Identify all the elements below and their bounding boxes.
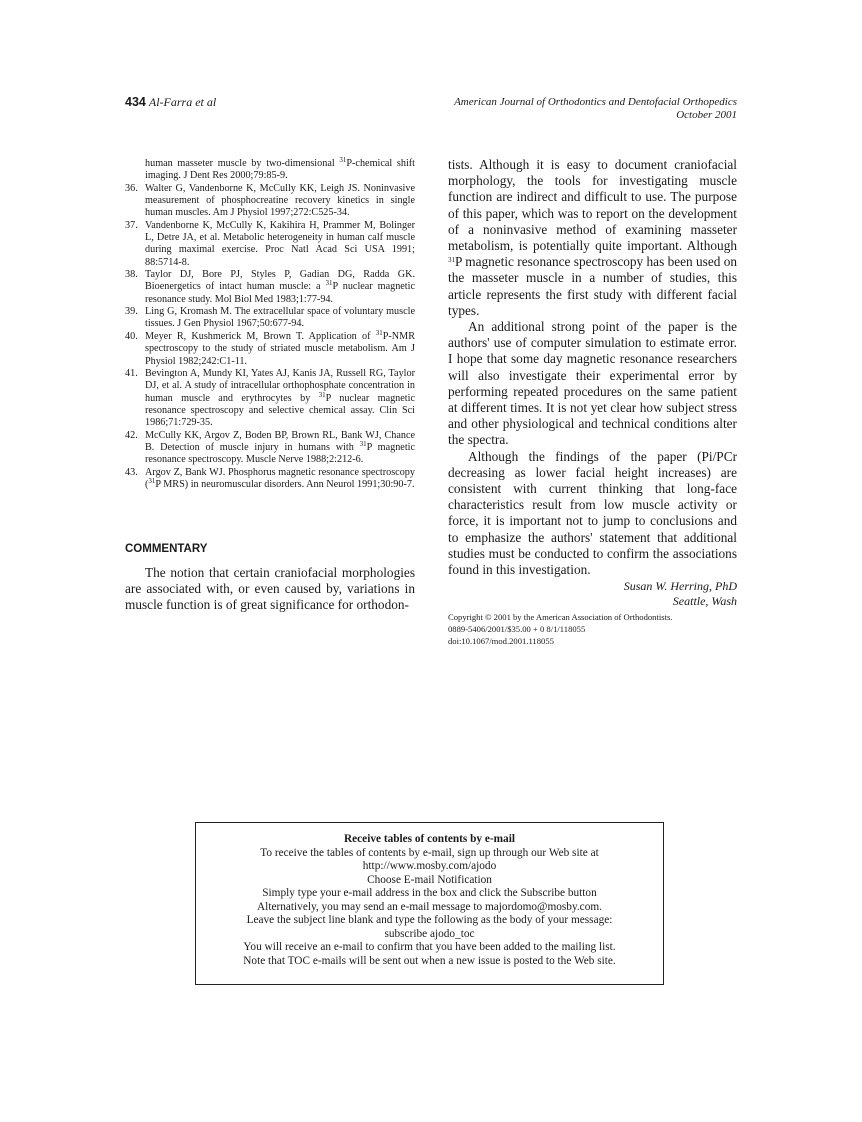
doi: doi:10.1067/mod.2001.118055 (448, 636, 554, 647)
text: P-NMR spectroscopy to the study of striated muscle metabolism. Am J Physiol 1982;242:C1-11. (145, 330, 415, 367)
text: Ling G, Kromash M. The extracellular space of voluntary muscle tissues. J Gen Physiol 1967;50:677-94. (145, 306, 415, 330)
text: P MRS) in neuromuscular disorders. Ann Neurol 1991;30:90-7. (155, 478, 415, 490)
author-location: Seattle, Wash (672, 594, 737, 609)
running-header-right (454, 96, 737, 122)
text: P magnetic resonance spectroscopy. Muscle Nerve 1988;2:212-6. (145, 441, 415, 466)
reference-text (145, 467, 415, 492)
section-heading: COMMENTARY (125, 543, 208, 555)
reference-number: 39. (125, 306, 138, 318)
reference-item (125, 430, 415, 467)
superscript: 31 (325, 279, 333, 288)
reference-text (145, 158, 415, 183)
notice-line: You will receive an e-mail to confirm that you have been added to the mailing list. (243, 941, 616, 953)
notice-line: http://www.mosby.com/ajodo (362, 860, 497, 872)
reference-item (125, 220, 415, 269)
page-number: 434 (125, 95, 146, 109)
reference-number: 40. (125, 330, 138, 342)
commentary-paragraph: An additional strong point of the paper is the authors' use of computer simulation to estimate error. I hope that some day magnetic resonance researchers will also investigate their experimental error by performing repeated procedures on the same patient at different times. It is not yet clear how subject stress and other physiological and technical conditions alter the spectra. (448, 319, 737, 448)
reference-item (125, 183, 415, 220)
superscript: 31 (359, 439, 367, 448)
reference-number: 38. (125, 269, 138, 281)
text: Vandenborne K, McCully K, Kakihira H, Prammer M, Bolinger L, Detre JA, et al. Metabolic heterogeneity in human calf muscle during maximal exercise. Proc Natl Acad Sci USA 1991; 88:5714-8. (145, 219, 415, 268)
issue-date: October 2001 (676, 109, 737, 121)
notice-line: Simply type your e-mail address in the box and click the Subscribe button (262, 887, 597, 899)
email-toc-notice-box (195, 822, 664, 985)
notice-line: Note that TOC e-mails will be sent out when a new issue is posted to the Web site. (243, 954, 616, 967)
commentary-paragraph: Although the findings of the paper (Pi/PCr decreasing as lower facial height increases) are consistent with current thinking that long-face characteristics result from low muscle activity or force, it is important not to jump to conclusions and to emphasize the authors' statement that additional studies must be conducted to confirm the associations found in this investigation. (448, 448, 737, 578)
text: P nuclear magnetic resonance spectroscopy and selective chemical assay. Clin Sci 1986;71:729-35. (145, 392, 415, 429)
reference-number: 41. (125, 367, 138, 379)
copyright: Copyright © 2001 by the American Association of Orthodontists. (448, 612, 673, 623)
text: Bevington A, Mundy KI, Yates AJ, Kanis JA, Russell RG, Taylor DJ, et al. A study of intracellular orthophosphate concentration in human muscle and erythrocytes by (145, 367, 415, 404)
reference-number: 36. (125, 182, 138, 194)
text: P-chemical shift imaging. J Dent Res 2000;79:85-9. (145, 158, 416, 182)
reference-text (145, 269, 415, 306)
author-name: Susan W. Herring, PhD (623, 579, 737, 594)
reference-text (145, 430, 415, 467)
reference-text (145, 328, 415, 368)
notice-line: subscribe ajodo_toc (384, 927, 475, 940)
authors: Al-Farra et al (148, 95, 217, 109)
notice-line: To receive the tables of contents by e-mail, sign up through our Web site at (260, 846, 599, 859)
reference-text (145, 306, 415, 331)
right-column (448, 157, 737, 647)
reference-text (145, 368, 415, 430)
reference-list (125, 158, 415, 491)
issn: 0889-5406/2001/$35.00 + 0 8/1/118055 (448, 624, 586, 635)
superscript: 31 (448, 256, 455, 265)
reference-text (145, 220, 415, 269)
text: human masseter muscle by two-dimensional (145, 158, 340, 169)
reference-item (125, 467, 415, 492)
superscript: 31 (148, 476, 156, 485)
text: Argov Z, Bank WJ. Phosphorus magnetic resonance spectroscopy ( (145, 466, 415, 490)
text: Meyer R, Kushmerick M, Brown T. Application of (145, 330, 376, 342)
text: Taylor DJ, Bore PJ, Styles P, Gadian DG, Radda GK. Bioenergetics of intact human muscle: a (145, 269, 415, 293)
signature (448, 579, 737, 609)
commentary-paragraph-continued (448, 157, 737, 319)
reference-item (125, 328, 415, 368)
superscript: 31 (375, 328, 383, 337)
text: McCully KK, Argov Z, Boden BP, Brown RL, Bank WJ, Chance B. Detection of muscle injury in humans with (145, 429, 415, 453)
reference-item (125, 368, 415, 430)
journal-name: American Journal of Orthodontics and Dentofacial Orthopedics (454, 96, 737, 108)
reference-text (145, 183, 415, 220)
notice-line: Leave the subject line blank and type the following as the body of your message: (246, 914, 613, 926)
notice-title: Receive tables of contents by e-mail (344, 833, 515, 845)
text: Walter G, Vandenborne K, McCully KK, Leigh JS. Noninvasive measurement of phosphocreatine recovery kinetics in single human muscles. Am J Physiol 1997;272:C525-34. (145, 182, 415, 219)
reference-item (125, 269, 415, 306)
notice-line: Alternatively, you may send an e-mail message to majordomo@mosby.com. (257, 900, 602, 913)
reference-item (125, 306, 415, 331)
text: tists. Although it is easy to document craniofacial morphology, the tools for investigating muscle function are indirect and difficult to use. The purpose of this paper, which was to report on the development of a noninvasive method of examining masseter metabolism, is potentially quite important. Although (448, 157, 737, 254)
text: P nuclear magnetic resonance study. Mol Biol Med 1983;1:77-94. (145, 281, 415, 305)
notice-line: Choose E-mail Notification (367, 873, 492, 886)
text: P magnetic resonance spectroscopy has been used on the masseter muscle in a number of studies, this article represents the first study with different facial types. (448, 254, 737, 318)
copyright-block (448, 611, 737, 647)
reference-number: 43. (125, 466, 138, 478)
reference-number: 42. (125, 429, 138, 441)
reference-number: 37. (125, 219, 138, 231)
reference-item (125, 158, 415, 183)
superscript: 31 (318, 390, 326, 399)
superscript: 31 (339, 156, 347, 164)
commentary-paragraph: The notion that certain craniofacial morphologies are associated with, or even caused by, variations in muscle function is of great significance for orthodon- (125, 565, 415, 613)
running-header-left (125, 95, 216, 110)
